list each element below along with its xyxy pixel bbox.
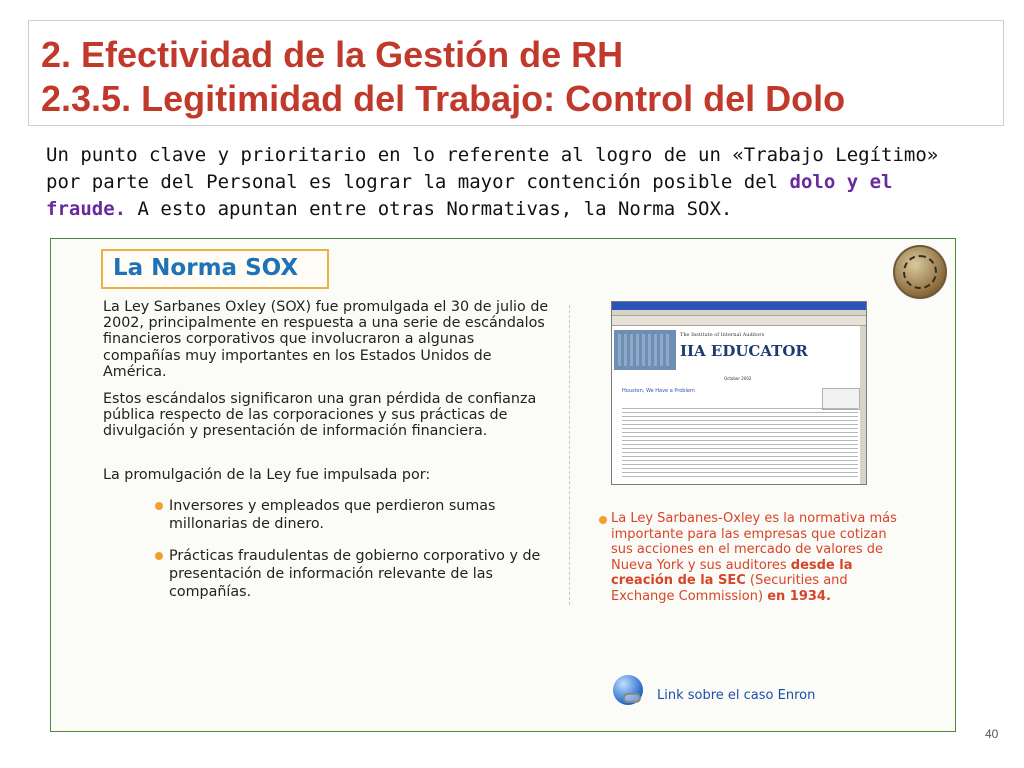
sox-heading-box xyxy=(101,249,329,289)
slide-title-line2: 2.3.5. Legitimidad del Trabajo: Control del Dolo xyxy=(41,78,846,119)
sox-paragraph-3: La promulgación de la Ley fue impulsada por: xyxy=(103,467,431,483)
sox-figure xyxy=(50,238,956,732)
note-bold-2: en 1934. xyxy=(767,588,831,604)
browser-text-lines xyxy=(622,408,858,480)
bullet-dot-icon xyxy=(155,502,163,510)
note-text-1: La Ley Sarbanes-Oxley es la normativa más importante para las empresas que cotizan sus acciones en el mercado de valores de Nueva York y sus auditores xyxy=(611,511,897,573)
bullet-item xyxy=(169,547,549,601)
seal-ring xyxy=(903,255,937,289)
intro-highlight: dolo y el fraude. xyxy=(46,171,893,220)
sox-note xyxy=(611,511,901,604)
globe-link-icon[interactable] xyxy=(613,675,643,705)
note-bold-1: desde la creación de la SEC xyxy=(611,557,853,588)
browser-heading: Houston, We Have a Problem xyxy=(622,388,695,394)
note-text-2: (Securities and Exchange Commission) xyxy=(611,573,848,604)
iia-logo-image xyxy=(614,330,676,370)
bullet-dot-icon xyxy=(599,516,607,524)
title-box xyxy=(28,20,1004,126)
sox-paragraph-1: La Ley Sarbanes Oxley (SOX) fue promulgada el 30 de julio de 2002, principalmente en respuesta a una serie de escándalos financieros corporativos que involucraron a algunas compañías muy importantes en los Estados Unidos de América. xyxy=(103,299,549,380)
browser-toolbar xyxy=(612,316,866,326)
browser-scrollbar xyxy=(860,326,866,485)
browser-screenshot xyxy=(611,301,867,485)
browser-titlebar xyxy=(612,302,866,310)
bullet-text: Inversores y empleados que perdieron sumas millonarias de dinero. xyxy=(169,498,496,532)
sox-heading: La Norma SOX xyxy=(113,255,299,281)
iia-logo-pattern xyxy=(618,334,672,366)
sox-paragraph-2: Estos escándalos significaron una gran pérdida de confianza pública respecto de las corporaciones y sus prácticas de divulgación y presentación de información financiera. xyxy=(103,391,537,440)
bullet-item xyxy=(169,497,549,533)
intro-text-before: Un punto clave y prioritario en lo referente al logro de un «Trabajo Legítimo» por parte del Personal es lograr la mayor contención posible del xyxy=(46,144,939,193)
browser-content xyxy=(612,326,866,484)
iia-logo-text: IIA EDUCATOR xyxy=(680,342,808,360)
intro-text-after: A esto apuntan entre otras Normativas, la Norma SOX. xyxy=(126,198,733,220)
chain-icon xyxy=(623,693,641,703)
seal-icon xyxy=(893,245,947,299)
intro-paragraph xyxy=(46,142,946,223)
iia-logo-subtext: The Institute of Internal Auditors xyxy=(680,332,765,338)
browser-date: October 2002 xyxy=(724,376,752,381)
browser-side-box xyxy=(822,388,860,410)
slide-title-line1: 2. Efectividad de la Gestión de RH xyxy=(41,34,624,75)
bullet-dot-icon xyxy=(155,552,163,560)
enron-case-link[interactable]: Link sobre el caso Enron xyxy=(657,688,816,703)
bullet-text: Prácticas fraudulentas de gobierno corporativo y de presentación de información relevante de las compañías. xyxy=(169,548,541,600)
page-number: 40 xyxy=(985,727,999,741)
vertical-divider xyxy=(569,305,570,605)
